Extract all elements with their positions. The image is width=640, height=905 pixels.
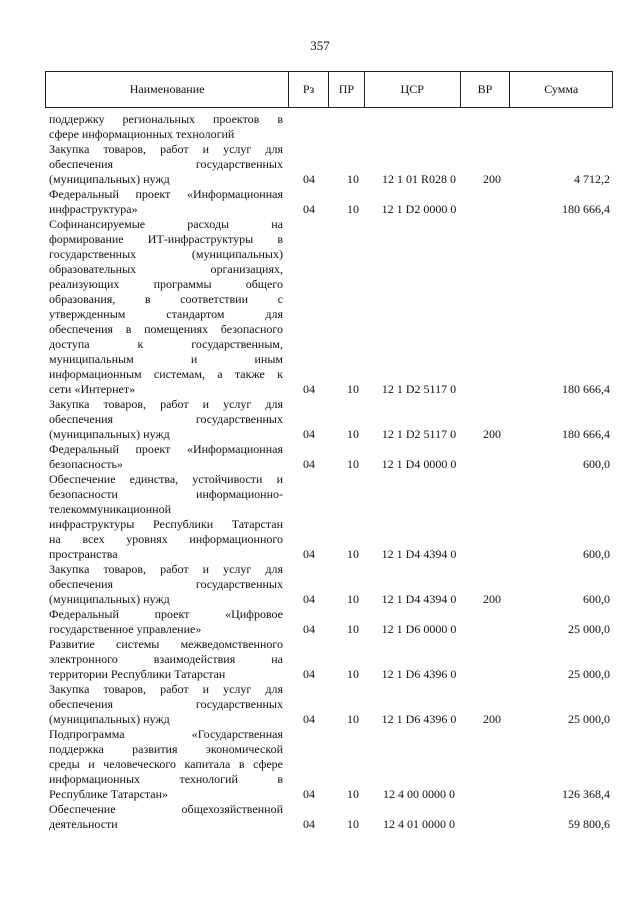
row-name [49, 112, 283, 142]
row-name [49, 472, 283, 562]
row-rz: 04 [303, 712, 315, 726]
row-name-line: деятельности [49, 817, 118, 831]
row-name-line: Федеральный проект «Информационная [49, 187, 283, 201]
row-name [49, 802, 283, 832]
row-sum: 180 666,4 [562, 202, 610, 216]
header-pr: ПР [328, 72, 364, 107]
table-row [0, 637, 640, 682]
table-header [45, 71, 613, 108]
row-name-line: пространства [49, 547, 118, 561]
row-csr: 12 1 D6 4396 0 [381, 712, 457, 726]
table-row [0, 142, 640, 187]
row-name-line: Закупка товаров, работ и услуг для [49, 682, 283, 696]
row-pr: 10 [347, 202, 359, 216]
table-row [0, 397, 640, 442]
row-name-line: образовательных организациях, [49, 262, 283, 276]
row-name-line: Федеральный проект «Информационная [49, 442, 283, 456]
row-sum: 600,0 [583, 547, 610, 561]
row-rz: 04 [303, 172, 315, 186]
row-name-line: обеспечения государственных [49, 697, 283, 711]
row-name-line: (муниципальных) нужд [49, 712, 170, 726]
row-sum: 180 666,4 [562, 427, 610, 441]
row-name-line: инфраструктуры Республики Татарстан [49, 517, 283, 531]
row-csr: 12 1 D4 0000 0 [381, 457, 457, 471]
row-name-line: Закупка товаров, работ и услуг для [49, 397, 283, 411]
row-sum: 600,0 [583, 457, 610, 471]
row-csr: 12 1 D6 4396 0 [381, 667, 457, 681]
row-name [49, 187, 283, 217]
row-csr: 12 4 00 0000 0 [383, 787, 455, 801]
table-row [0, 607, 640, 637]
row-name-line: образования, в соответствии с [49, 292, 283, 306]
row-name-line: Закупка товаров, работ и услуг для [49, 142, 283, 156]
row-csr: 12 1 01 R028 0 [381, 172, 456, 186]
row-pr: 10 [347, 667, 359, 681]
row-sum: 59 800,6 [568, 817, 610, 831]
table-row [0, 682, 640, 727]
row-csr: 12 4 01 0000 0 [383, 817, 455, 831]
table-row [0, 442, 640, 472]
row-rz: 04 [303, 202, 315, 216]
row-name-line: Республике Татарстан» [49, 787, 169, 801]
row-name-line: доступа к государственным, [49, 337, 283, 351]
row-pr: 10 [347, 622, 359, 636]
row-name-line: формирование ИТ-инфраструктуры в [49, 232, 283, 246]
row-rz: 04 [303, 817, 315, 831]
row-name-line: Федеральный проект «Цифровое [49, 607, 283, 621]
row-name-line: обеспечения государственных [49, 412, 283, 426]
row-sum: 126 368,4 [562, 787, 610, 801]
row-vr: 200 [483, 592, 501, 606]
table-row [0, 562, 640, 607]
row-name-line: сети «Интернет» [49, 382, 136, 396]
row-rz: 04 [303, 592, 315, 606]
row-csr: 12 1 D4 4394 0 [381, 592, 457, 606]
table-row [0, 187, 640, 217]
row-rz: 04 [303, 457, 315, 471]
row-vr: 200 [483, 172, 501, 186]
row-rz: 04 [303, 622, 315, 636]
row-name-line: электронного взаимодействия на [49, 652, 283, 666]
row-name-line: муниципальным и иным [49, 352, 283, 366]
row-name [49, 142, 283, 187]
row-name-line: (муниципальных) нужд [49, 427, 170, 441]
row-rz: 04 [303, 382, 315, 396]
row-csr: 12 1 D6 0000 0 [381, 622, 457, 636]
row-sum: 25 000,0 [568, 667, 610, 681]
page-number: 357 [310, 38, 330, 53]
row-name [49, 562, 283, 607]
row-name [49, 682, 283, 727]
row-name-line: информационных технологий в [49, 772, 283, 786]
row-name-line: среды и человеческого капитала в сфере [49, 757, 283, 771]
row-name-line: Обеспечение единства, устойчивости и [49, 472, 283, 486]
table-row [0, 802, 640, 832]
table-row [0, 112, 640, 142]
row-name-line: Обеспечение общехозяйственной [49, 802, 283, 816]
row-pr: 10 [347, 817, 359, 831]
row-csr: 12 1 D4 4394 0 [381, 547, 457, 561]
row-csr: 12 1 D2 0000 0 [381, 202, 457, 216]
row-name-line: безопасность» [49, 457, 123, 471]
row-name-line: Закупка товаров, работ и услуг для [49, 562, 283, 576]
header-rz: Рз [288, 72, 328, 107]
row-name-line: государственное управление» [49, 622, 202, 636]
row-name [49, 727, 283, 802]
row-name-line: Подпрограмма «Государственная [49, 727, 283, 741]
row-pr: 10 [347, 712, 359, 726]
row-name-line: обеспечения государственных [49, 157, 283, 171]
row-vr: 200 [483, 712, 501, 726]
row-sum: 25 000,0 [568, 622, 610, 636]
row-pr: 10 [347, 457, 359, 471]
row-pr: 10 [347, 787, 359, 801]
row-name-line: территории Республики Татарстан [49, 667, 226, 681]
row-name-line: телекоммуникационной [49, 502, 171, 516]
header-sum: Сумма [509, 72, 612, 107]
header-name: Наименование [129, 82, 205, 96]
row-pr: 10 [347, 547, 359, 561]
row-name-line: утвержденным стандартом для [49, 307, 283, 321]
row-name-line: государственных (муниципальных) [49, 247, 283, 261]
row-rz: 04 [303, 427, 315, 441]
row-rz: 04 [303, 667, 315, 681]
table-row [0, 727, 640, 802]
row-name-line: поддержку региональных проектов в [49, 112, 283, 126]
row-rz: 04 [303, 547, 315, 561]
row-name-line: сфере информационных технологий [49, 127, 235, 141]
budget-table-body [0, 112, 640, 832]
row-name [49, 217, 283, 397]
row-name-line: (муниципальных) нужд [49, 592, 170, 606]
row-pr: 10 [347, 427, 359, 441]
row-name-line: реализующих программы общего [49, 277, 283, 291]
row-pr: 10 [347, 592, 359, 606]
row-name [49, 442, 283, 472]
row-sum: 600,0 [583, 592, 610, 606]
header-csr: ЦСР [364, 72, 460, 107]
row-name-line: поддержка развития экономической [49, 742, 283, 756]
row-name-line: обеспечения государственных [49, 577, 283, 591]
row-sum: 4 712,2 [574, 172, 610, 186]
row-sum: 25 000,0 [568, 712, 610, 726]
row-name-line: Развитие системы межведомственного [49, 637, 283, 651]
row-pr: 10 [347, 172, 359, 186]
row-name-line: обеспечения в помещениях безопасного [49, 322, 283, 336]
row-vr: 200 [483, 427, 501, 441]
row-name-line: на всех уровнях информационного [49, 532, 283, 546]
row-name-line: безопасности информационно- [49, 487, 283, 501]
row-name [49, 637, 283, 682]
table-row [0, 217, 640, 397]
row-name-line: Софинансируемые расходы на [49, 217, 283, 231]
header-vr: ВР [460, 72, 510, 107]
row-csr: 12 1 D2 5117 0 [381, 427, 457, 441]
row-name-line: информационным системам, а также к [49, 367, 283, 381]
row-name [49, 607, 283, 637]
row-name-line: (муниципальных) нужд [49, 172, 170, 186]
row-name [49, 397, 283, 442]
row-name-line: инфраструктура» [49, 202, 138, 216]
row-rz: 04 [303, 787, 315, 801]
row-csr: 12 1 D2 5117 0 [381, 382, 457, 396]
row-sum: 180 666,4 [562, 382, 610, 396]
row-pr: 10 [347, 382, 359, 396]
table-row [0, 472, 640, 562]
